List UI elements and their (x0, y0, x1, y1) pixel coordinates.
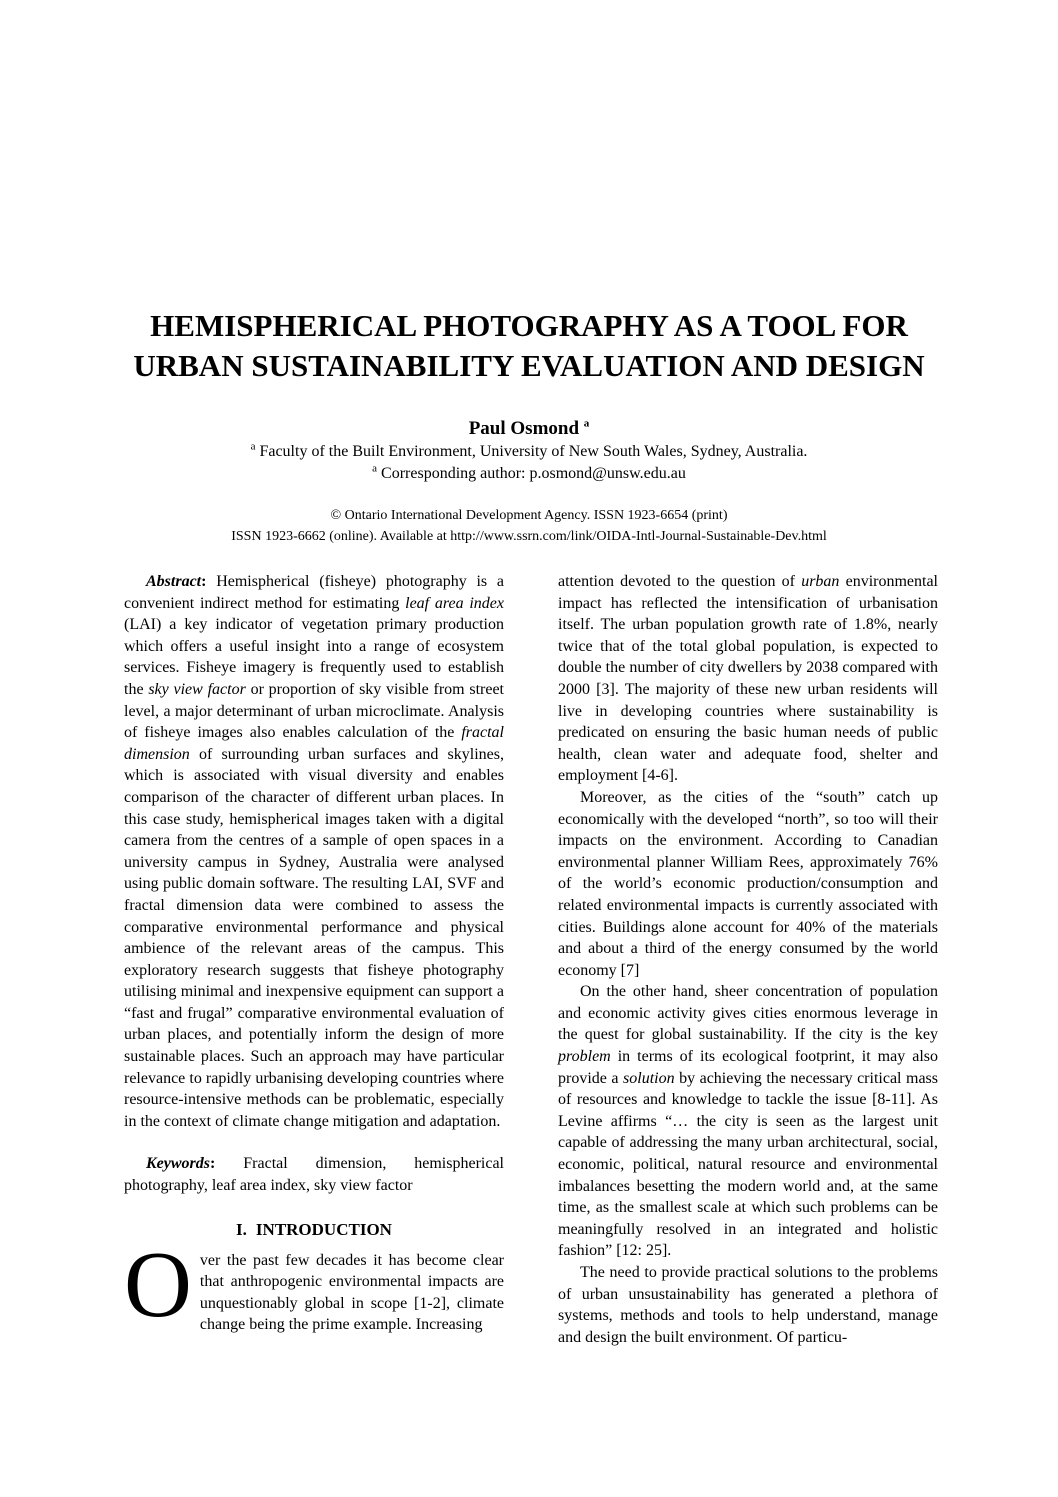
author-name: Paul Osmond (468, 418, 580, 439)
corresponding-text: Corresponding author: p.osmond@unsw.edu.au (377, 465, 686, 482)
corresponding-mark: a (372, 462, 378, 475)
corresponding-author-line (0, 463, 1058, 485)
publisher-line-1: © Ontario International Development Agency. ISSN 1923-6654 (print) (330, 508, 728, 523)
affiliation-mark: a (250, 440, 256, 453)
dropcap-letter: O (124, 1232, 192, 1337)
title-line-2: URBAN SUSTAINABILITY EVALUATION AND DESIGN (133, 348, 925, 383)
section-title: INTRODUCTION (255, 1219, 392, 1239)
paper-title (0, 306, 1058, 386)
author-affiliation-mark: a (583, 417, 590, 430)
paper-header (0, 306, 1058, 547)
title-line-1: HEMISPHERICAL PHOTOGRAPHY AS A TOOL FOR (150, 308, 908, 343)
right-column (558, 571, 938, 1348)
introduction-text: ver the past few decades it has become clear that anthropogenic environmental impacts are unquestionably global in scope [1-2], climate change being the prime example. Increasing (199, 1251, 504, 1334)
affiliation-line (0, 441, 1058, 463)
affiliation-text: Faculty of the Built Environment, University of New South Wales, Sydney, Australia. (255, 443, 808, 460)
body-paragraph-3: On the other hand, sheer concentration of population and economic activity gives cities enormous leverage in the quest for global sustainability. If the city is the key problem in terms of its ecological footprint, it may also provide a solution by achieving the necessary critical mass of resources and knowledge to tackle the issue [8-11]. As Levine affirms “… the city is seen as the largest unit capable of addressing the many urban architectural, social, economic, political, natural resource and environmental imbalances besetting the modern world and, at the same time, as the smallest scale at which such problems can be meaningfully resolved in an integrated and holistic fashion” [12: 25]. (558, 983, 939, 1260)
two-column-body (124, 571, 938, 1348)
introduction-first-paragraph (124, 1232, 504, 1337)
publisher-line-2: ISSN 1923-6662 (online). Available at http://www.ssrn.com/link/OIDA-Intl-Journal-Sustainable-Dev.html (231, 529, 827, 544)
keywords-paragraph: Keywords: Fractal dimension, hemispherical photography, leaf area index, sky view factor (124, 1155, 505, 1195)
abstract-paragraph: Abstract: Hemispherical (fisheye) photography is a convenient indirect method for estimating leaf area index (LAI) a key indicator of vegetation primary production which offers a useful insight into a range of ecosystem services. Fisheye imagery is frequently used to establish the sky view factor or proportion of sky visible from street level, a major determinant of urban microclimate. Analysis of fisheye images also enables calculation of the fractal dimension of surrounding urban surfaces and skylines, which is associated with visual diversity and enables comparison of the character of different urban places. In this case study, hemispherical images taken with a digital camera from the centres of a sample of open spaces in a university campus in Sydney, Australia were analysed using public domain software. The resulting LAI, SVF and fractal dimension data were combined to assess the comparative environmental performance and physical ambience of the relevant areas of the campus. This exploratory research suggests that fisheye photography utilising minimal and inexpensive equipment can support a “fast and frugal” comparative environmental evaluation of urban places, and potentially inform the design of more sustainable places. Such an approach may have particular relevance to rapidly urbanising developing countries where resource-intensive methods can be problematic, especially in the context of climate change mitigation and adaptation. (124, 573, 505, 1130)
publisher-info (0, 505, 1058, 547)
section-number: I. (236, 1219, 247, 1239)
body-paragraph-1: attention devoted to the question of urban environmental impact has reflected the intensification of urbanisation itself. The urban population growth rate of 1.8%, nearly twice that of the total global population, is expected to double the number of city dwellers by 2038 compared with 2000 [3]. The majority of these new urban residents will live in developing countries where sustainability is predicated on ensuring the basic human needs of public health, clean water and adequate food, shelter and employment [4-6]. (558, 573, 939, 785)
body-paragraph-4: The need to provide practical solutions to the problems of urban unsustainability has generated a plethora of systems, methods and tools to help understand, manage and design the built environment. Of particu- (558, 1264, 938, 1346)
left-column (124, 571, 504, 1348)
author-line (0, 417, 1058, 441)
body-paragraph-2: Moreover, as the cities of the “south” catch up economically with the developed “north”, so too will their impacts on the environment. According to Canadian environmental planner William Rees, approximately 76% of the world’s economic production/consumption and related environmental impacts is currently associated with cities. Buildings alone account for 40% of the materials and about a third of the energy consumed by the world economy [7] (558, 788, 938, 979)
